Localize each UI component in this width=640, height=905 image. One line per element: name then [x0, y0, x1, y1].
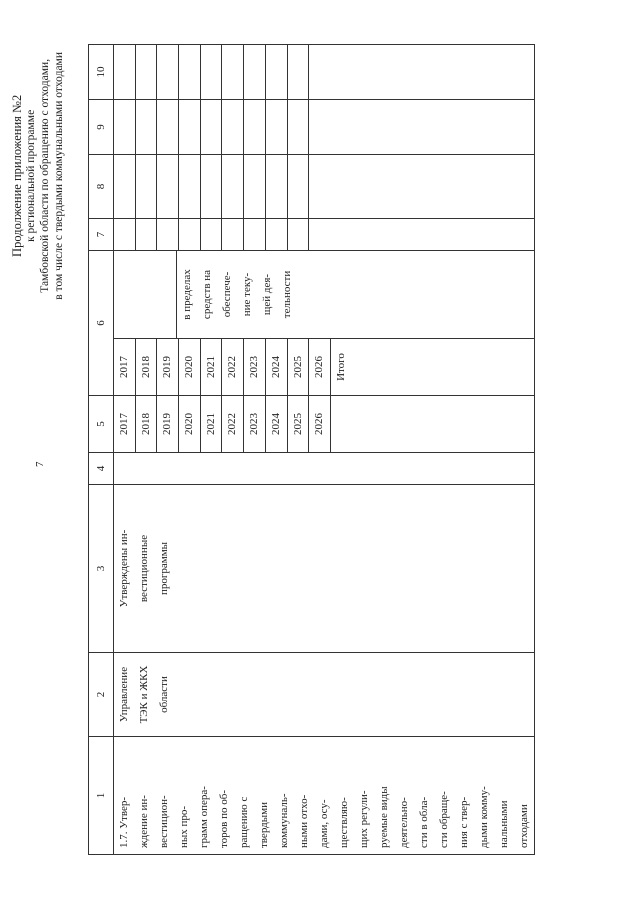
col-number: 9 [89, 100, 114, 155]
col-number: 1 [89, 737, 114, 855]
executor-line: области [158, 676, 170, 713]
col7-grid [114, 219, 330, 250]
year: 2026 [309, 396, 331, 452]
result-cell [114, 485, 535, 653]
activity-line: деятельно- [398, 797, 410, 848]
year: 2021 [200, 339, 222, 395]
activity-line: ных про- [178, 805, 190, 848]
activity-line: руемые виды [378, 786, 390, 848]
col8-cell [114, 155, 535, 219]
year: 2025 [287, 339, 309, 395]
executor-line: ТЭК и ЖКХ [138, 665, 150, 724]
year: 2022 [222, 396, 244, 452]
activity-line: сти в обла- [418, 796, 430, 848]
appendix-title: Продолжение приложения №2 [10, 94, 24, 257]
years-list-col5 [114, 396, 331, 452]
year: 2020 [179, 396, 201, 452]
activity-line: дами, осу- [318, 799, 330, 848]
appendix-line-3: Тамбовской области по обращению с отходами, [39, 58, 51, 293]
col-number: 4 [89, 453, 114, 485]
funding-line: щей дея- [261, 273, 273, 316]
funding-line: обеспече- [221, 271, 233, 318]
year: 2023 [244, 339, 266, 395]
activity-line: грамм опера- [198, 786, 210, 848]
year: 2023 [244, 396, 266, 452]
year: 2019 [157, 339, 179, 395]
col9-cell [114, 100, 535, 155]
executor-line: Управление [118, 666, 130, 723]
col-number: 8 [89, 155, 114, 219]
col-number: 6 [89, 251, 114, 396]
activity-line: ращению с [238, 796, 250, 848]
year: 2024 [265, 339, 287, 395]
activity-line: твердыми [258, 801, 270, 848]
activity-line: 1.7. Утвер- [118, 796, 130, 848]
year: 2019 [157, 396, 179, 452]
year: 2025 [287, 396, 309, 452]
result-line: Утверждены ин- [118, 529, 130, 608]
activity-line: вестицион- [158, 795, 170, 848]
activity-line: коммуналь- [278, 793, 290, 848]
activity-name-cell [114, 737, 535, 855]
col10-cell [114, 45, 535, 100]
activity-line: отходами [518, 804, 530, 848]
year: 2021 [200, 396, 222, 452]
year: 2022 [222, 339, 244, 395]
table-row [114, 45, 535, 855]
column-number-row [89, 45, 114, 855]
year: 2024 [265, 396, 287, 452]
year: 2017 [114, 339, 135, 395]
funding-cell [114, 251, 535, 339]
funding-line: тельности [281, 270, 293, 319]
page-number: 7 [34, 461, 46, 467]
activity-line: торов по об- [218, 789, 230, 848]
activity-line: сти обраще- [438, 791, 450, 848]
total-label: Итого [334, 353, 347, 381]
funding-line: в пределах [181, 269, 193, 320]
activity-line: ждение ин- [138, 795, 150, 848]
activity-line: ществляю- [338, 797, 350, 848]
col8-grid [114, 155, 330, 218]
col9-grid [114, 100, 330, 154]
appendix-line-2: к региональной программе [25, 109, 37, 242]
year: 2020 [179, 339, 201, 395]
col7-cell [114, 219, 535, 251]
years-cell-col6 [114, 339, 535, 396]
col4-cell [114, 453, 535, 485]
appendix-header [10, 52, 66, 300]
funding-spacer [114, 251, 177, 338]
activity-line: щих регули- [358, 790, 370, 848]
years-cell-col5 [114, 396, 535, 453]
executor-cell [114, 653, 535, 737]
funding-line: средств на [201, 269, 213, 320]
result-line: программы [158, 541, 170, 596]
year: 2018 [135, 339, 157, 395]
activity-line: ными отхо- [298, 794, 310, 848]
appendix-line-4: в том числе с твердыми коммунальными отходами [53, 52, 65, 300]
col-number: 5 [89, 396, 114, 453]
years-list-col6 [114, 339, 352, 395]
col10-grid [114, 45, 330, 99]
col-number: 3 [89, 485, 114, 653]
result-line: вестиционные [138, 534, 150, 603]
activity-line: дыми комму- [478, 786, 490, 848]
program-table [88, 44, 535, 855]
funding-note [177, 251, 297, 338]
col-number: 2 [89, 653, 114, 737]
funding-line: ние теку- [241, 272, 253, 317]
activity-line: ния с твер- [458, 796, 470, 848]
year: 2026 [309, 339, 331, 395]
year: 2017 [114, 396, 135, 452]
year: 2018 [135, 396, 157, 452]
activity-line: нальными [498, 800, 510, 848]
col-number: 10 [89, 45, 114, 100]
col-number: 7 [89, 219, 114, 251]
